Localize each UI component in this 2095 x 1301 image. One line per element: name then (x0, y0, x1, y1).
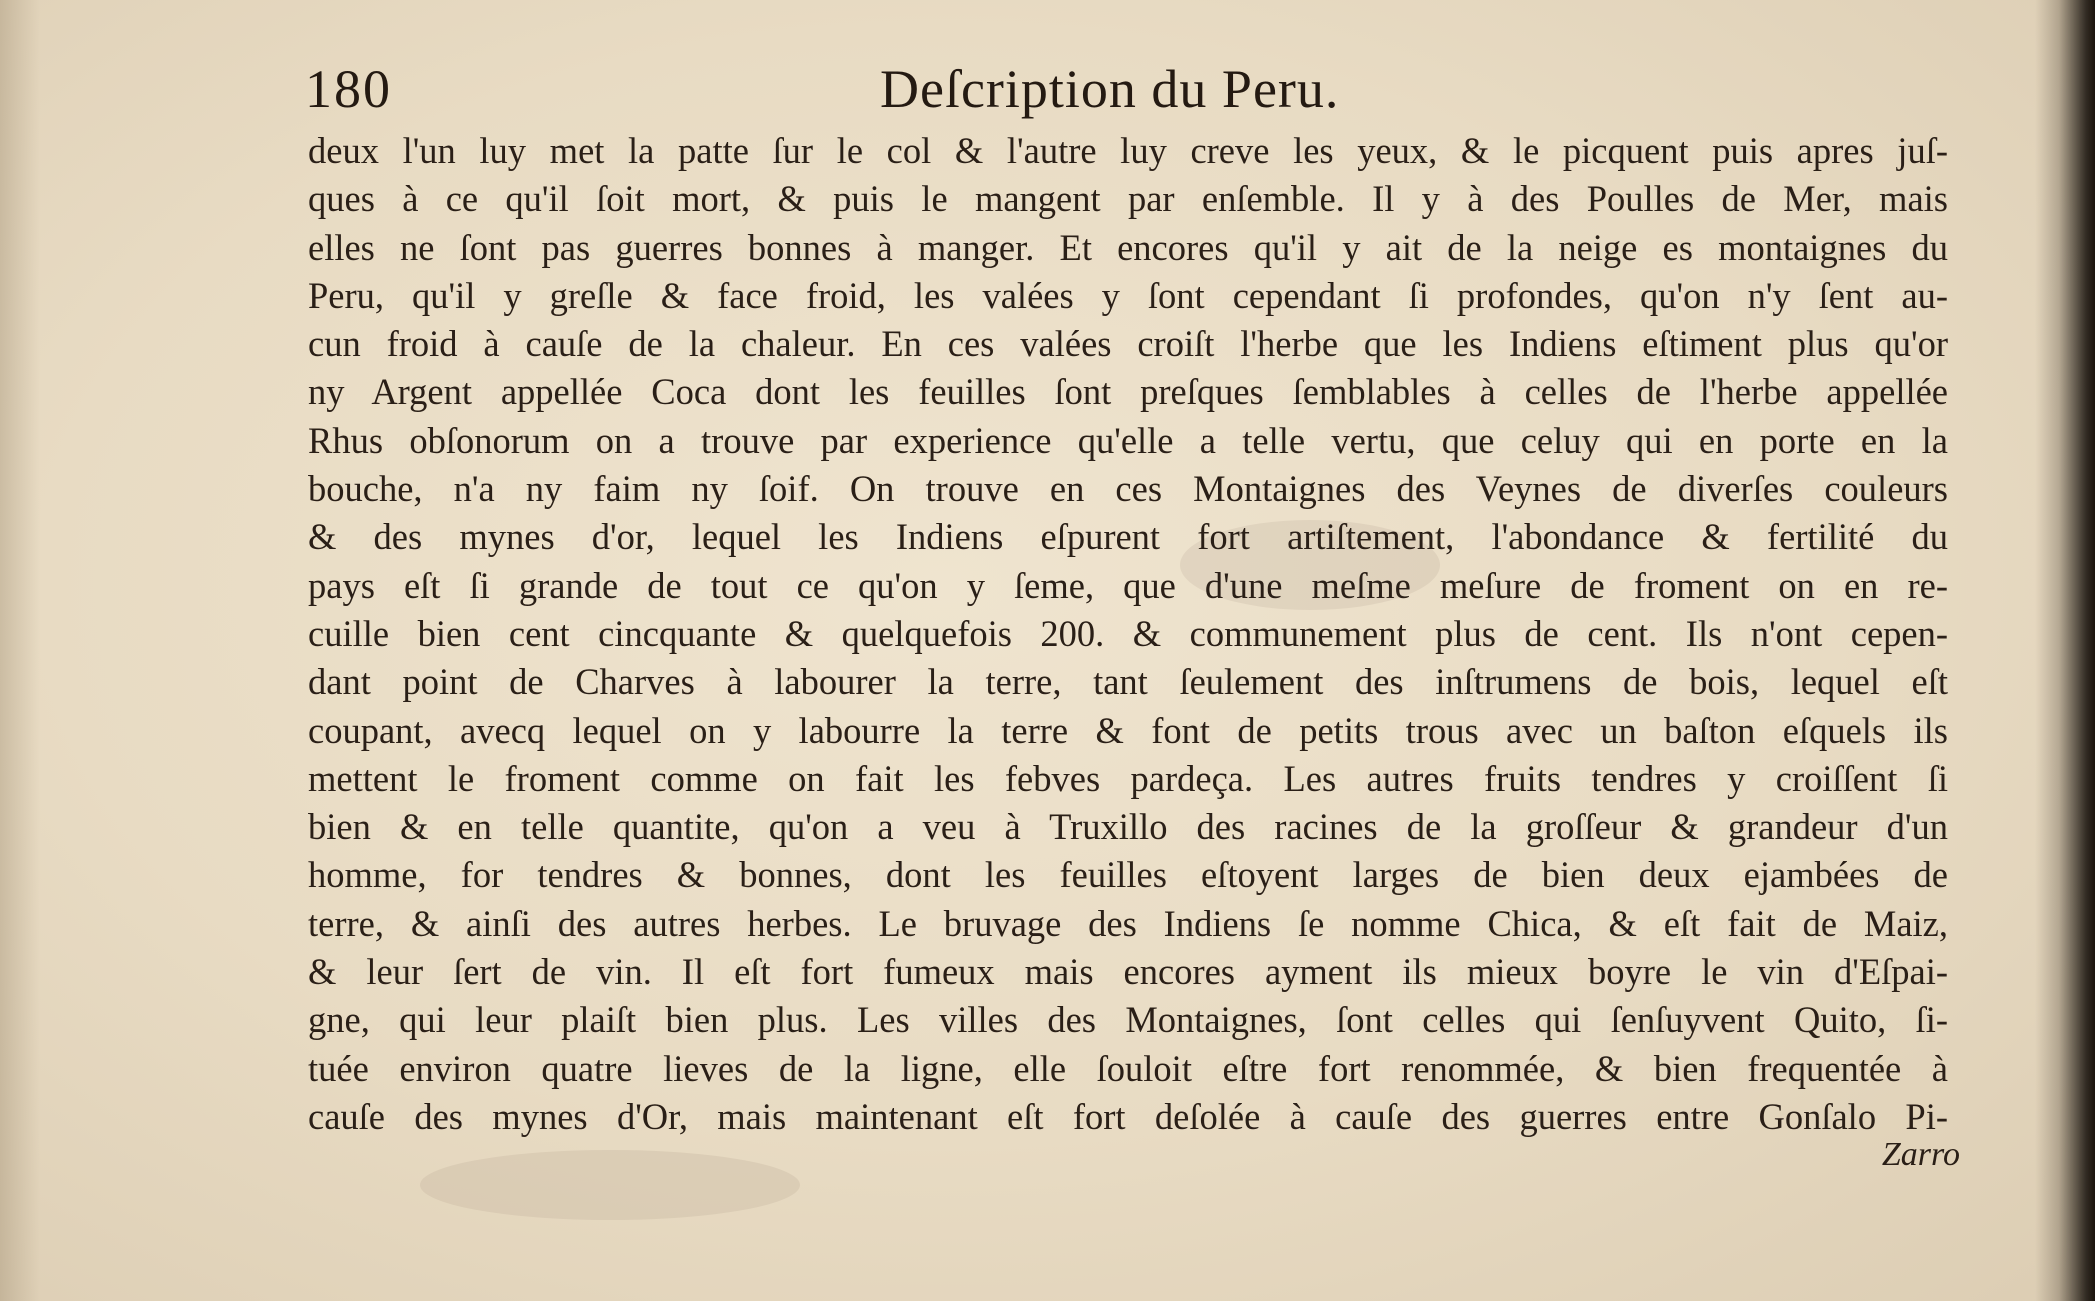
text-line: & des mynes d'or, lequel les Indiens eſpurent fort artiſtement, l'abondance & fertilité du (308, 516, 1948, 558)
text-line: bouche, n'a ny faim ny ſoif. On trouve en ces Montaignes des Veynes de diverſes couleurs (308, 468, 1948, 510)
text-line: ny Argent appellée Coca dont les feuilles ſont preſques ſemblables à celles de l'herbe appellée (308, 371, 1948, 413)
text-line: pays eſt ſi grande de tout ce qu'on y ſeme, que d'une meſme meſure de froment on en re- (308, 564, 1948, 606)
body-text (308, 127, 1948, 1141)
text-line: homme, for tendres & bonnes, dont les feuilles eſtoyent larges de bien deux ejambées de (308, 854, 1948, 896)
catchword: Zarro (1881, 1136, 1960, 1173)
text-line: dant point de Charves à labourer la terre, tant ſeulement des inſtrumens de bois, lequel eſt (308, 661, 1948, 703)
text-line: coupant, avecq lequel on y labourre la terre & font de petits trous avec un baſton eſquels ils (308, 709, 1948, 751)
text-line: & leur ſert de vin. Il eſt fort fumeux mais encores ayment ils mieux boyre le vin d'Eſpai- (308, 951, 1948, 993)
text-line: tuée environ quatre lieves de la ligne, elle ſouloit eſtre fort renommée, & bien frequentée à (308, 1047, 1948, 1089)
text-line: deux l'un luy met la patte ſur le col & l'autre luy creve les yeux, & le picquent puis apres juſ- (308, 130, 1948, 171)
text-line: elles ne ſont pas guerres bonnes à manger. Et encores qu'il y ait de la neige es montaignes du (308, 226, 1948, 268)
text-line: cun froid à cauſe de la chaleur. En ces valées croiſt l'herbe que les Indiens eſtiment plus qu'or (308, 323, 1948, 365)
text-line: Rhus obſonorum on a trouve par experience qu'elle a telle vertu, que celuy qui en porte en la (308, 419, 1948, 461)
running-title: Deſcription du Peru. (880, 59, 1340, 119)
text-line: bien & en telle quantite, qu'on a veu à Truxillo des racines de la groſſeur & grandeur d'un (308, 806, 1948, 848)
page-shading (0, 0, 40, 1301)
text-line: Peru, qu'il y greſle & face froid, les valées y ſont cependant ſi profondes, qu'on n'y ſent au- (308, 274, 1948, 316)
paper-stain (420, 1150, 800, 1220)
text-line: ques à ce qu'il ſoit mort, & puis le mangent par enſemble. Il y à des Poulles de Mer, mais (308, 178, 1948, 220)
text-line: cuille bien cent cincquante & quelquefois 200. & communement plus de cent. Ils n'ont cepen- (308, 612, 1948, 654)
page-header (305, 58, 1955, 128)
text-line: gne, qui leur plaiſt bien plus. Les villes des Montaignes, ſont celles qui ſenſuyvent Quito, ſi- (308, 999, 1948, 1041)
page-number: 180 (305, 59, 392, 119)
text-line: mettent le froment comme on fait les febves pardeça. Les autres fruits tendres y croiſſent ſi (308, 757, 1948, 799)
text-line: terre, & ainſi des autres herbes. Le bruvage des Indiens ſe nomme Chica, & eſt fait de Maiz, (308, 902, 1948, 944)
page-gutter-shadow (2035, 0, 2095, 1301)
text-line: cauſe des mynes d'Or, mais maintenant eſt fort deſolée à cauſe des guerres entre Gonſalo Pi- (308, 1095, 1948, 1137)
